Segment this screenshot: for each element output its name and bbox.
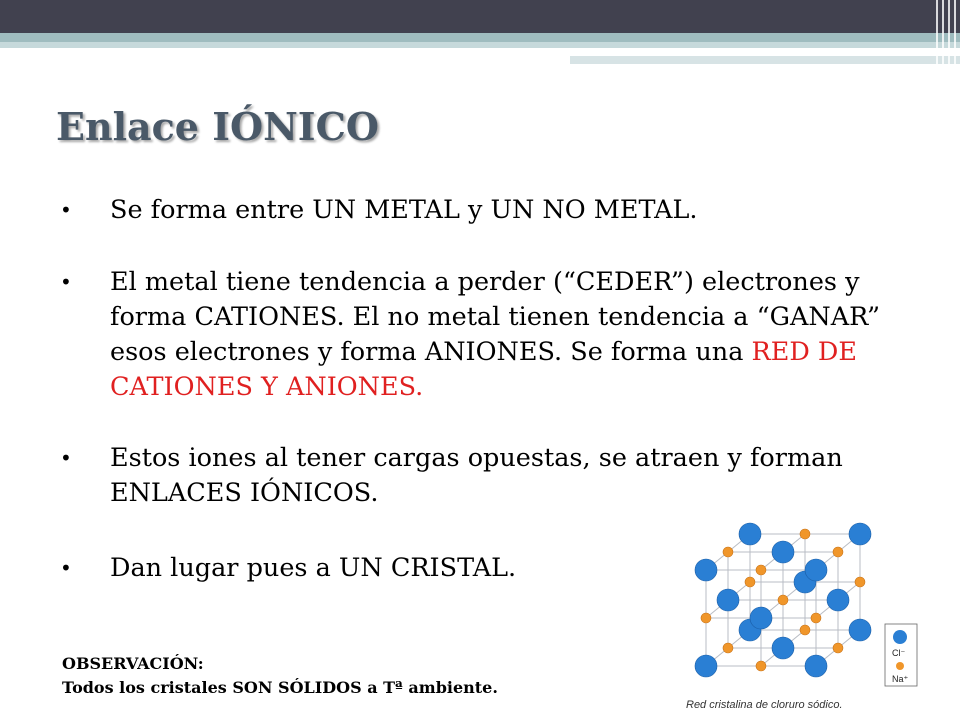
sodium-ion (800, 529, 810, 539)
banner-edge-lines (930, 0, 960, 64)
observation-text: Todos los cristales SON SÓLIDOS a Tª ambiente. (62, 678, 498, 697)
banner-stripe-light (0, 42, 960, 48)
banner-stripe (0, 33, 960, 42)
bullet-text: El metal tiene tendencia a perder (“CEDER”) electrones y forma CATIONES. El no metal tienen tendencia a “GANAR” esos electrones y forma ANIONES. Se forma una (110, 267, 881, 367)
chloride-ion (827, 589, 849, 611)
legend-anion-icon (893, 630, 907, 644)
sodium-ion (800, 625, 810, 635)
bullet-text: Dan lugar pues a UN CRISTAL. (110, 553, 517, 583)
bullet-item (60, 265, 910, 405)
figure-caption: Red cristalina de cloruro sódico. (686, 699, 843, 711)
chloride-ion (750, 607, 772, 629)
legend-cation-label: Na⁺ (892, 674, 909, 684)
chloride-ion (805, 559, 827, 581)
ion-legend (885, 624, 917, 686)
bullet-highlight: RED DE CATIONES Y ANIONES. (110, 337, 857, 402)
slide-title: Enlace IÓNICO (56, 104, 379, 149)
observation-note (62, 652, 498, 700)
crystal-lattice-figure (678, 516, 920, 716)
bullet-text: Se forma entre UN METAL y UN NO METAL. (110, 195, 698, 225)
chloride-ion (695, 559, 717, 581)
chloride-ion (739, 523, 761, 545)
bullet-text: Estos iones al tener cargas opuestas, se atraen y forman ENLACES IÓNICOS. (110, 443, 843, 508)
legend-cation-icon (896, 662, 904, 670)
sodium-ion (723, 547, 733, 557)
sodium-ion (745, 577, 755, 587)
bullet-item (60, 193, 910, 228)
chloride-ion (717, 589, 739, 611)
bullet-item (60, 441, 910, 511)
sodium-ion (723, 643, 733, 653)
sodium-ion (855, 577, 865, 587)
sodium-ion (833, 547, 843, 557)
chloride-ion (772, 541, 794, 563)
chloride-ion (772, 637, 794, 659)
legend-anion-label: Cl⁻ (892, 648, 906, 658)
sodium-ion (756, 661, 766, 671)
sodium-ion (756, 565, 766, 575)
chloride-ion (849, 619, 871, 641)
sodium-ion (811, 613, 821, 623)
sodium-ion (833, 643, 843, 653)
sodium-ion (701, 613, 711, 623)
chloride-ion (695, 655, 717, 677)
sodium-ion (778, 595, 788, 605)
chloride-ion (849, 523, 871, 545)
banner-accent-line (570, 50, 890, 53)
chloride-ion (805, 655, 827, 677)
observation-label: OBSERVACIÓN: (62, 654, 204, 673)
banner-accent-strip (570, 56, 960, 64)
top-banner (0, 0, 960, 33)
